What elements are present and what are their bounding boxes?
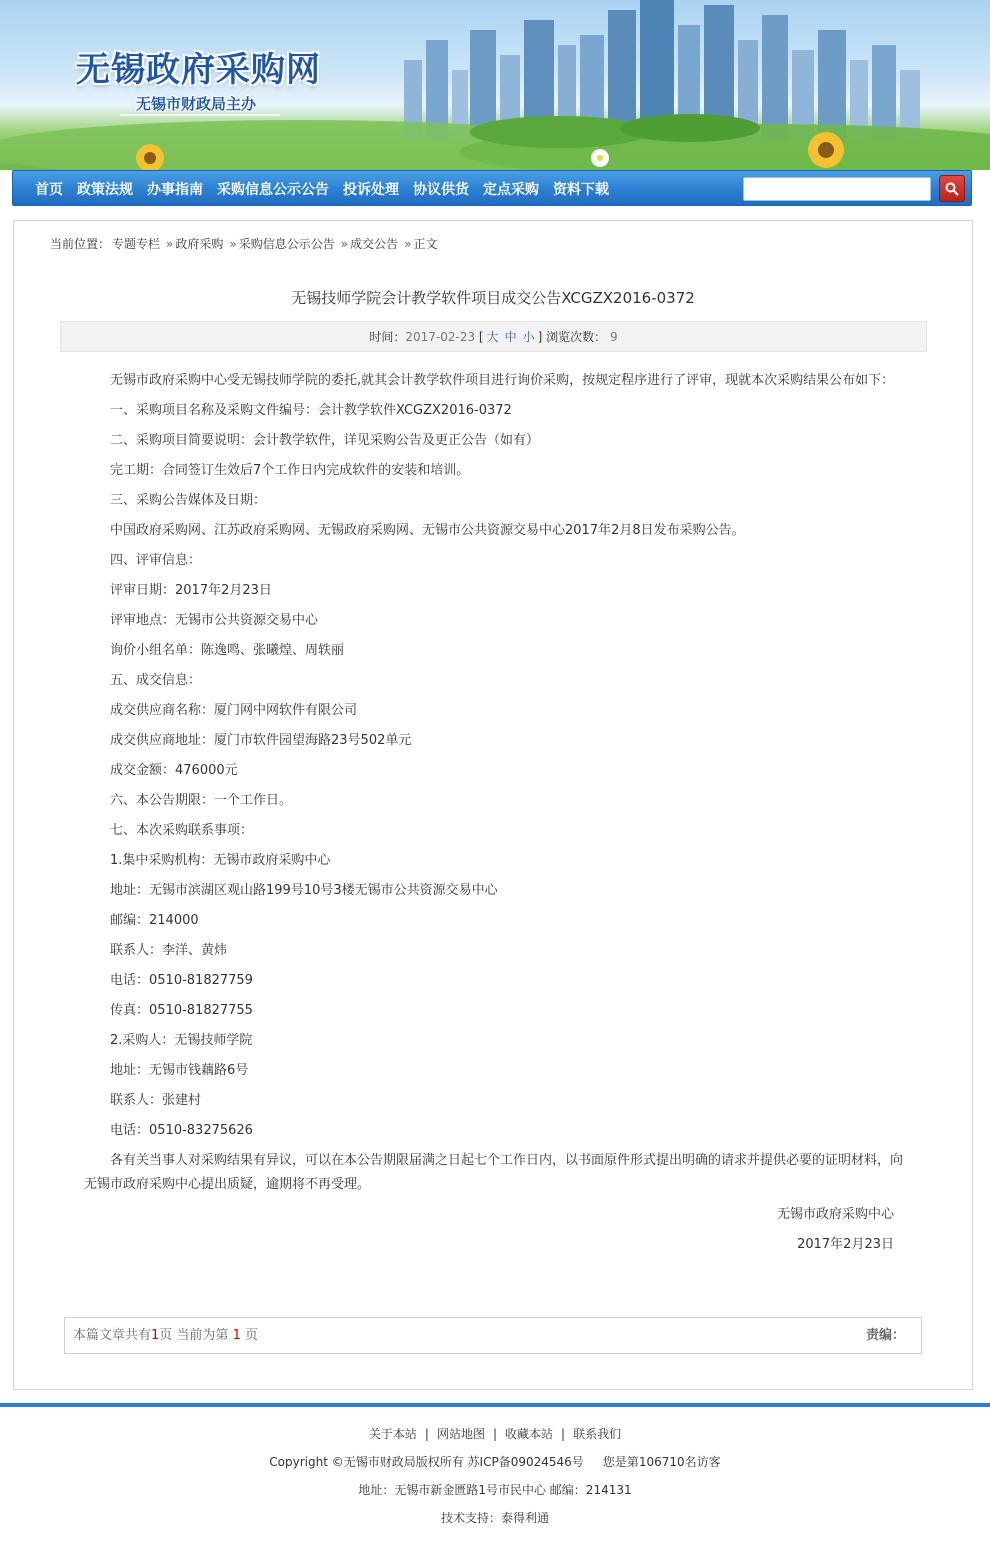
nav-item-guide[interactable]: 办事指南 bbox=[147, 182, 203, 198]
meta-time-label: 时间： bbox=[369, 330, 406, 344]
subtitle-underline bbox=[120, 114, 280, 116]
article-line: 1.集中采购机构：无锡市政府采购中心 bbox=[110, 853, 331, 868]
nav-item-announcements[interactable]: 采购信息公示公告 bbox=[217, 182, 329, 198]
meta-views-value: 9 bbox=[610, 330, 618, 344]
footer-separator: | bbox=[492, 1427, 498, 1441]
article-line: 六、本公告期限：一个工作日。 bbox=[110, 793, 293, 808]
footer-separator: | bbox=[424, 1427, 429, 1441]
nav-item-home[interactable]: 首页 bbox=[35, 182, 63, 198]
article-line: 五、成交信息： bbox=[110, 673, 202, 688]
search-button[interactable] bbox=[939, 175, 965, 202]
pager-text-a: 本篇文章共有 bbox=[73, 1328, 152, 1343]
article-line: 电话：0510-81827759 bbox=[110, 973, 253, 988]
article-line: 评审日期：2017年2月23日 bbox=[110, 583, 272, 598]
article-title: 无锡技师学院会计教学软件项目成交公告XCGZX2016-0372 bbox=[291, 289, 695, 307]
breadcrumb-prefix: 当前位置： bbox=[50, 237, 111, 251]
breadcrumb bbox=[50, 235, 439, 252]
nav-item-complaints[interactable]: 投诉处理 bbox=[343, 182, 399, 198]
main-nav bbox=[12, 170, 972, 206]
article-line: 联系人：张建村 bbox=[110, 1093, 202, 1108]
meta-bracket-close: ] bbox=[537, 330, 543, 344]
meta-views-label: 浏览次数： bbox=[546, 330, 607, 344]
pager bbox=[64, 1317, 922, 1354]
article-container bbox=[13, 220, 973, 1390]
article-line: 联系人：李洋、黄炜 bbox=[110, 943, 228, 958]
site-title: 无锡政府采购网 bbox=[76, 50, 321, 90]
footer-link-bookmark[interactable]: 收藏本站 bbox=[505, 1427, 554, 1441]
breadcrumb-item-deal-notices[interactable]: 成交公告 bbox=[350, 237, 399, 251]
footer-copyright-row bbox=[0, 1448, 990, 1476]
breadcrumb-item-current: 正文 bbox=[413, 237, 438, 251]
footer-link-sitemap[interactable]: 网站地图 bbox=[436, 1427, 485, 1441]
article-line: 中国政府采购网、江苏政府采购网、无锡政府采购网、无锡市公共资源交易中心2017年2月8日发布采购公告。 bbox=[110, 523, 745, 538]
nav-item-designated-procurement[interactable]: 定点采购 bbox=[483, 182, 539, 198]
footer-support: 技术支持：泰得利通 bbox=[440, 1511, 549, 1525]
article-line: 评审地点：无锡市公共资源交易中心 bbox=[110, 613, 319, 628]
breadcrumb-separator: » bbox=[229, 237, 237, 251]
article-line: 电话：0510-83275626 bbox=[110, 1123, 253, 1138]
pager-text-c: 页 bbox=[240, 1328, 258, 1343]
article-line: 七、本次采购联系事项： bbox=[110, 823, 254, 838]
font-size-medium-link[interactable]: 中 bbox=[504, 330, 517, 344]
editor-label: 责编： bbox=[865, 1328, 905, 1343]
footer-link-about[interactable]: 关于本站 bbox=[368, 1427, 417, 1441]
article-line: 地址：无锡市钱藕路6号 bbox=[110, 1063, 249, 1078]
breadcrumb-separator: » bbox=[340, 237, 349, 251]
nav-item-policies[interactable]: 政策法规 bbox=[77, 182, 133, 198]
article-line: 成交供应商名称：厦门网中网软件有限公司 bbox=[110, 703, 358, 718]
article-intro: 无锡市政府采购中心受无锡技师学院的委托,就其会计教学软件项目进行询价采购，按规定程序进行了评审，现就本次采购结果公布如下： bbox=[110, 373, 895, 388]
article-signature: 无锡市政府采购中心 bbox=[776, 1207, 894, 1222]
footer bbox=[0, 1420, 990, 1532]
article-line: 二、采购项目简要说明：会计教学软件，详见采购公告及更正公告（如有） bbox=[110, 433, 540, 448]
breadcrumb-item-announcements[interactable]: 采购信息公示公告 bbox=[238, 237, 335, 251]
article-line: 询价小组名单：陈逸鸣、张曦煌、周轶丽 bbox=[110, 643, 345, 658]
article-closing: 各有关当事人对采购结果有异议，可以在本公告期限届满之日起七个工作日内，以书面原件形式提出明确的请求并提供必要的证明材料，向无锡市政府采购中心提出质疑，逾期将不再受理。 bbox=[84, 1153, 904, 1192]
article-line: 完工期：合同签订生效后7个工作日内完成软件的安装和培训。 bbox=[110, 463, 470, 478]
header-banner bbox=[0, 0, 990, 170]
article-line: 一、采购项目名称及采购文件编号：会计教学软件XCGZX2016-0372 bbox=[110, 403, 512, 418]
breadcrumb-item-topics[interactable]: 专题专栏 bbox=[112, 237, 161, 251]
pager-current[interactable]: 1 bbox=[232, 1328, 241, 1343]
breadcrumb-item-gov-procurement[interactable]: 政府采购 bbox=[175, 237, 224, 251]
search-input[interactable] bbox=[743, 177, 931, 201]
search-icon bbox=[945, 182, 959, 196]
nav-item-agreement-supply[interactable]: 协议供货 bbox=[413, 182, 469, 198]
article-line: 2.采购人：无锡技师学院 bbox=[110, 1033, 253, 1048]
article-line: 三、采购公告媒体及日期： bbox=[110, 493, 267, 508]
footer-links bbox=[0, 1420, 990, 1448]
footer-visitors: 您是第106710名访客 bbox=[602, 1455, 721, 1469]
meta-time-value: 2017-02-23 bbox=[405, 330, 476, 344]
footer-divider bbox=[0, 1403, 990, 1407]
font-size-small-link[interactable]: 小 bbox=[522, 330, 535, 344]
article-line: 成交供应商地址：厦门市软件园望海路23号502单元 bbox=[110, 733, 412, 748]
article-line: 邮编：214000 bbox=[110, 913, 199, 928]
article-line: 传真：0510-81827755 bbox=[110, 1003, 253, 1018]
footer-address: 地址：无锡市新金匮路1号市民中心 邮编：214131 bbox=[358, 1483, 632, 1497]
breadcrumb-separator: » bbox=[166, 237, 174, 251]
article-line: 四、评审信息： bbox=[110, 553, 202, 568]
pager-text-b: 页 当前为第 bbox=[159, 1328, 233, 1343]
footer-link-contact[interactable]: 联系我们 bbox=[573, 1427, 622, 1441]
meta-bracket-open: [ bbox=[478, 330, 484, 344]
article-body bbox=[84, 369, 904, 1263]
font-size-large-link[interactable]: 大 bbox=[486, 330, 499, 344]
footer-separator: | bbox=[561, 1427, 566, 1441]
article-meta-bar bbox=[60, 321, 927, 352]
nav-item-downloads[interactable]: 资料下载 bbox=[553, 182, 609, 198]
article-date: 2017年2月23日 bbox=[797, 1237, 894, 1252]
article-line: 地址：无锡市滨湖区观山路199号10号3楼无锡市公共资源交易中心 bbox=[110, 883, 498, 898]
site-subtitle: 无锡市财政局主办 bbox=[136, 95, 257, 113]
breadcrumb-separator: » bbox=[404, 237, 412, 251]
article-line: 成交金额：476000元 bbox=[110, 763, 238, 778]
nav-items bbox=[35, 171, 623, 207]
footer-copyright: Copyright ©无锡市财政局版权所有 苏ICP备09024546号 bbox=[269, 1455, 584, 1469]
pager-total: 1 bbox=[151, 1328, 160, 1343]
